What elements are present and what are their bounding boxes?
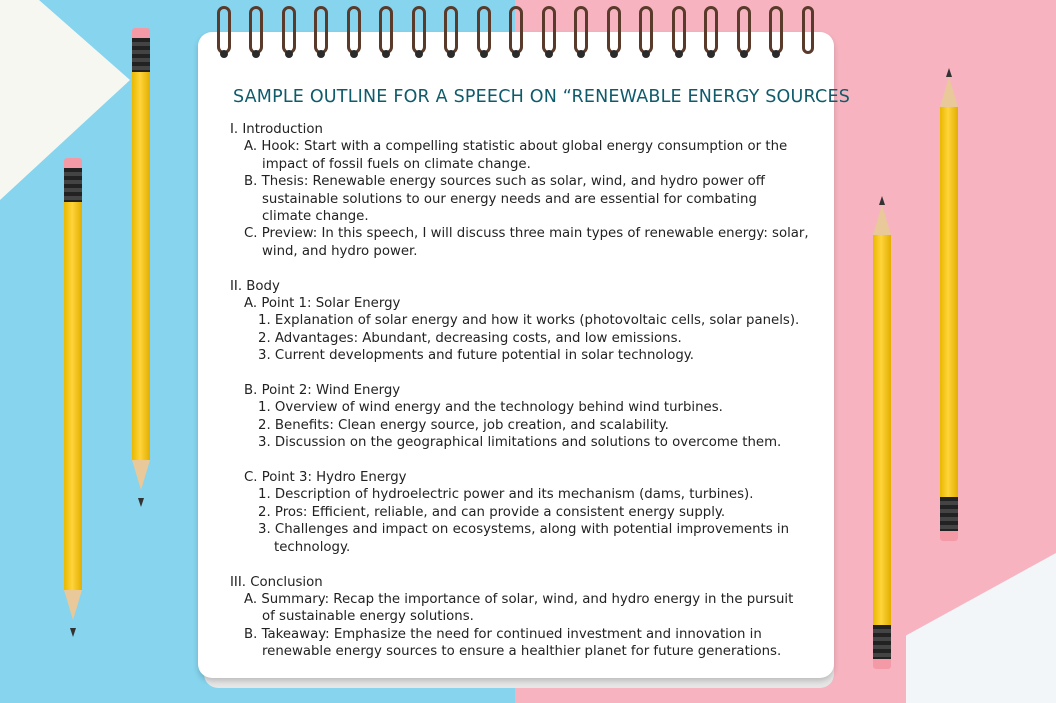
solar-item: 1. Explanation of solar energy and how it works (photovoltaic cells, solar panels). xyxy=(258,313,800,329)
wind-item: 2. Benefits: Clean energy source, job creation, and scalability. xyxy=(258,417,669,433)
intro-preview-cont: wind, and hydro power. xyxy=(262,243,418,259)
pencil-left-back xyxy=(132,28,150,490)
wind-item: 3. Discussion on the geographical limitations and solutions to overcome them. xyxy=(258,435,782,451)
conclusion-heading: III. Conclusion xyxy=(230,574,323,590)
intro-preview: C. Preview: In this speech, I will discuss three main types of renewable energy: solar, xyxy=(244,226,809,242)
hydro-heading: C. Point 3: Hydro Energy xyxy=(244,470,407,486)
conclusion-summary: A. Summary: Recap the importance of solar, wind, and hydro energy in the pursuit xyxy=(244,591,794,607)
pencil-left-front xyxy=(64,158,82,620)
hydro-item: 1. Description of hydroelectric power and its mechanism (dams, turbines). xyxy=(258,487,754,503)
intro-thesis: B. Thesis: Renewable energy sources such as solar, wind, and hydro power off xyxy=(244,174,765,190)
intro-thesis-cont1: sustainable solutions to our energy needs and are essential for combating xyxy=(262,191,757,207)
solar-heading: A. Point 1: Solar Energy xyxy=(244,296,401,312)
introduction-heading: I. Introduction xyxy=(230,122,323,137)
intro-hook-cont: impact of fossil fuels on climate change. xyxy=(262,156,531,172)
pencil-right-front xyxy=(873,196,891,669)
conclusion-takeaway-cont: renewable energy sources to ensure a healthier planet for future generations. xyxy=(262,644,782,660)
spiral-binding xyxy=(217,6,817,62)
hydro-item-cont: technology. xyxy=(274,539,351,555)
wind-heading: B. Point 2: Wind Energy xyxy=(244,383,401,399)
intro-hook: A. Hook: Start with a compelling statistic about global energy consumption or the xyxy=(244,139,788,155)
wind-item: 1. Overview of wind energy and the technology behind wind turbines. xyxy=(258,400,723,416)
solar-item: 2. Advantages: Abundant, decreasing costs, and low emissions. xyxy=(258,330,682,346)
conclusion-summary-cont: of sustainable energy solutions. xyxy=(262,609,474,625)
page-title: SAMPLE OUTLINE FOR A SPEECH ON “RENEWABLE ENERGY SOURCES xyxy=(233,87,851,107)
pencil-right-back xyxy=(940,68,958,541)
hydro-item: 3. Challenges and impact on ecosystems, along with potential improvements in xyxy=(258,522,790,538)
hydro-item: 2. Pros: Efficient, reliable, and can provide a consistent energy supply. xyxy=(258,504,726,520)
outline-content xyxy=(230,121,810,661)
conclusion-takeaway: B. Takeaway: Emphasize the need for continued investment and innovation in xyxy=(244,626,762,642)
intro-thesis-cont2: climate change. xyxy=(262,209,369,225)
body-heading: II. Body xyxy=(230,278,280,294)
solar-item: 3. Current developments and future potential in solar technology. xyxy=(258,348,695,364)
